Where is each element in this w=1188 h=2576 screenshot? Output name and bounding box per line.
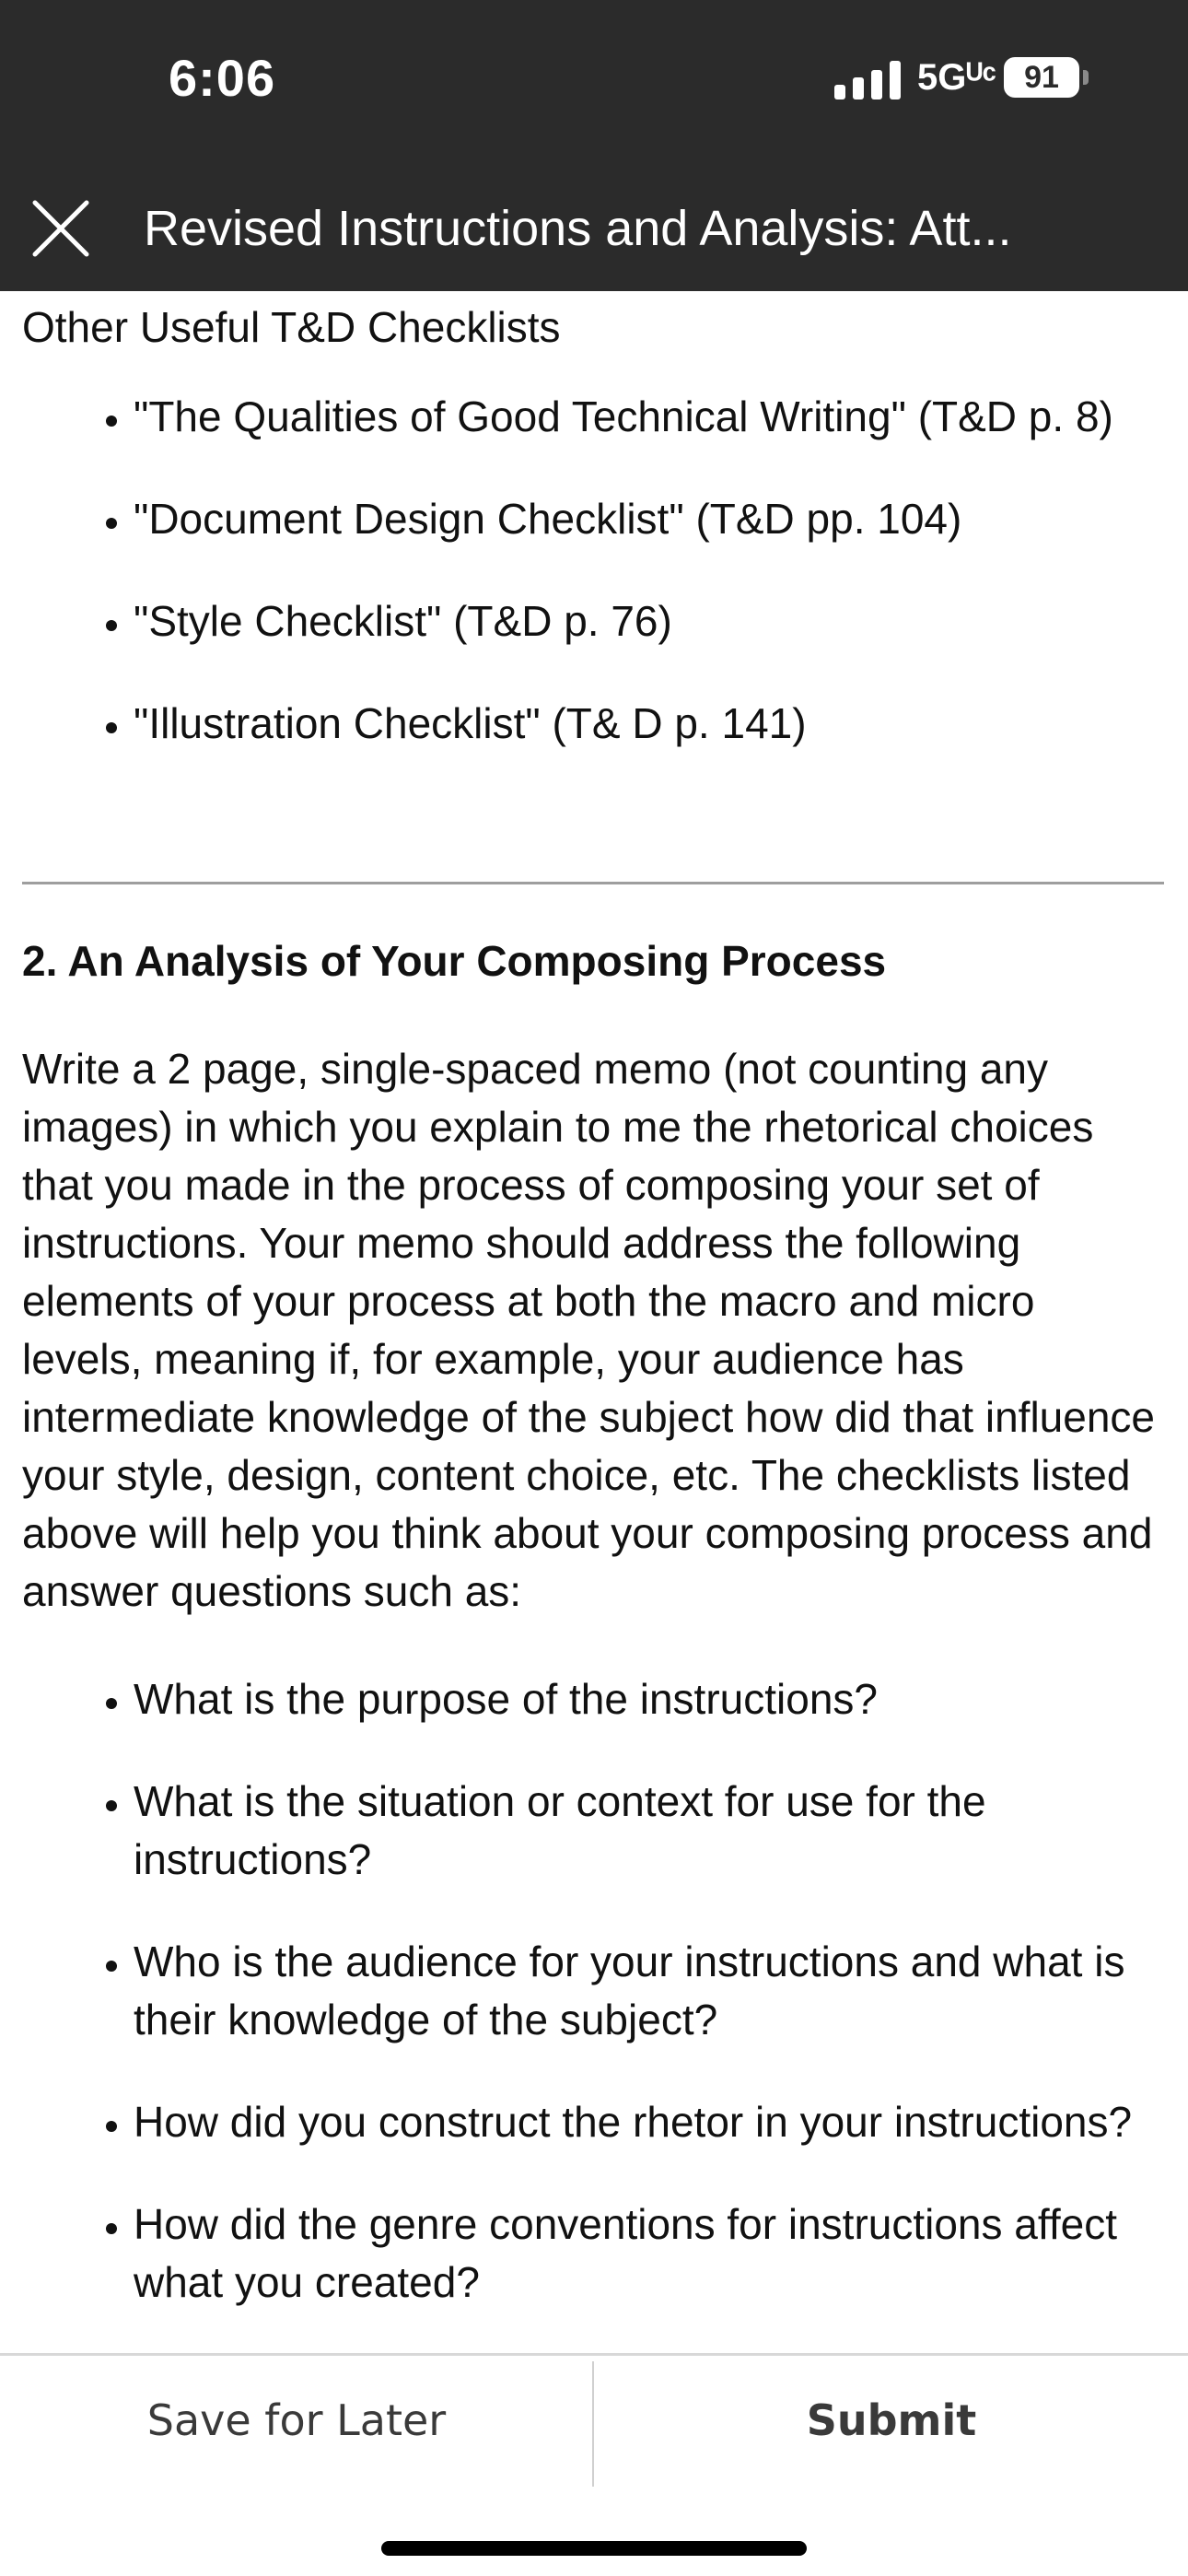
home-indicator[interactable] <box>381 2541 807 2556</box>
checklist-list <box>22 388 1164 753</box>
battery-icon <box>1004 57 1079 98</box>
assignment-content[interactable] <box>22 291 1164 2346</box>
list-item: • What is the situation or context for use for the instructions? <box>134 1773 1164 1889</box>
status-time: 6:06 <box>169 49 276 107</box>
bottom-action-bar <box>0 2353 1188 2492</box>
nav-bar <box>0 175 1188 291</box>
list-item: • "The Qualities of Good Technical Writing" (T&D p. 8) <box>134 388 1164 446</box>
close-icon <box>28 195 94 262</box>
instructions-paragraph: Write a 2 page, single-spaced memo (not counting any images) in which you explain to me the rhetorical choices that you made in the process of composing your set of instructions. Your memo should address the following elements of your process at both the macro and micro levels, meaning if, for example, your audience has intermediate knowledge of the subject how did that influence your style, design, content choice, etc. The checklists listed above will help you think about your composing process and answer questions such as: <box>22 1045 1156 1615</box>
list-item: • What is the purpose of the instructions? <box>134 1670 1164 1728</box>
submit-button[interactable]: Submit <box>806 2395 977 2445</box>
battery-level: 91 <box>1024 59 1059 95</box>
button-divider <box>592 2361 594 2487</box>
list-item: • How did the genre conventions for instructions affect what you created? <box>134 2195 1164 2312</box>
questions-list <box>22 1670 1164 2312</box>
status-bar <box>0 0 1188 175</box>
list-item: • "Style Checklist" (T&D p. 76) <box>134 592 1164 650</box>
list-item: • How did you construct the rhetor in your instructions? <box>134 2093 1164 2151</box>
save-for-later-button[interactable]: Save for Later <box>146 2395 447 2445</box>
divider <box>22 882 1164 884</box>
section-label: Other Useful T&D Checklists <box>22 303 561 351</box>
list-item: • Who is the audience for your instructions and what is their knowledge of the subject? <box>134 1933 1164 2049</box>
battery-nub <box>1083 70 1089 85</box>
network-type: 5Gᵁᶜ <box>917 57 996 98</box>
close-button[interactable] <box>28 195 94 262</box>
list-item: • "Illustration Checklist" (T& D p. 141) <box>134 695 1164 753</box>
page-title: Revised Instructions and Analysis: Att... <box>144 201 1012 256</box>
list-item: • "Document Design Checklist" (T&D pp. 104) <box>134 490 1164 548</box>
cellular-signal-icon <box>834 61 901 100</box>
section-heading: 2. An Analysis of Your Composing Process <box>22 937 887 985</box>
